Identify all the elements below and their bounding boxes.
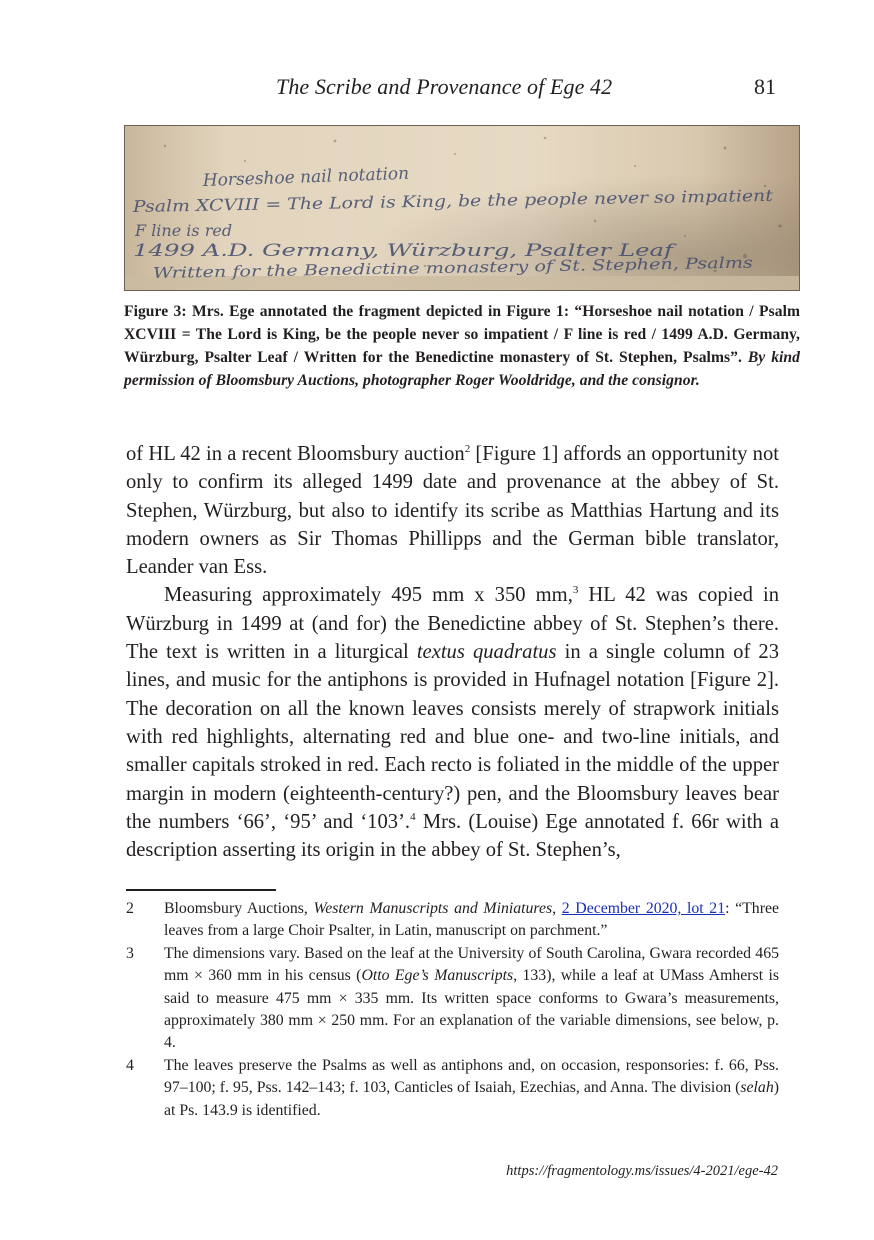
paragraph-1-text-b: [Figure 1] affords an opportunity not only to confirm its alleged 1499 date and provenance at the abbey of St. Stephen, Würzburg, but also to identify its scribe as Matthias Hartung and its modern owners as Sir Thomas Phillipps and the German bible translator, Leander van Ess. [126,443,779,579]
handwritten-line-3: F line is red [135,221,233,240]
paragraph-2 [126,581,779,864]
footnotes [126,898,779,1122]
footnote-number: 2 [126,900,134,917]
caption-text: Figure 3: Mrs. Ege annotated the fragment depicted in Figure 1: “Horseshoe nail notation / Psalm XCVIII = The Lord is King, be the people never so impatient / F line is red / 1499 A.D. Germany, Würzburg, Psalter Leaf / Written for the Benedictine monastery of St. Stephen, Psalms”. [124,303,800,366]
footnote-text: The leaves preserve the Psalms as well as antiphons and, on occasion, responsories: f. 66, Pss. 97–100; f. 95, Pss. 142–143; f. 103, Canticles of Isaiah, Ezechias, and Anna. The division ( [164,1056,779,1097]
paragraph-2-text-d: Mrs. (Louise) Ege annotated f. 66r with a description asserting its origin in the abbey of St. Stephen’s, [126,810,779,862]
body-text [126,440,779,864]
footnote-text: , [552,900,562,917]
footnote-4 [126,1055,779,1122]
figure-caption [124,300,800,392]
footnote-text: : “Three leaves from a large Choir Psalter, in Latin, manuscript on parchment.” [164,900,779,940]
caption-credit: By kind permission of Bloomsbury Auctions, photographer Roger Wooldridge, and the consignor. [124,349,801,389]
running-head [276,74,776,104]
paragraph-2-text-a: Measuring approximately 495 mm x 350 mm, [164,584,573,607]
footnote-text: , 133), while a leaf at UMass Amherst is said to measure 475 mm × 335 mm. Its written space conforms to Gwara’s measurements, approximately 380 mm × 250 mm. For an explanation of the variable dimensions, see below, p. 4. [164,967,779,1052]
footnote-italic: Otto Ege’s Manuscripts [361,967,514,985]
footnote-3 [126,943,779,1055]
footnote-number: 3 [126,944,134,962]
paragraph-1 [126,440,779,581]
paragraph-2-italic: textus quadratus [416,641,557,664]
footnote-text: Bloomsbury Auctions, [164,900,314,917]
footnote-ref-2[interactable]: 2 [464,443,471,455]
footnote-ref-4[interactable]: 4 [410,810,416,823]
handwritten-annotation-image [125,126,799,290]
footnote-divider [126,889,276,891]
footnote-text: The dimensions vary. Based on the leaf at the University of South Carolina, Gwara recorded 465 mm × 360 mm in his census ( [164,944,779,985]
handwritten-line-5: Written for the Benedictine monastery of St. Stephen, Psalms [152,255,622,282]
footnote-italic: Western Manuscripts and Miniatures [313,900,553,917]
footnote-italic: selah [740,1079,774,1097]
footnote-2 [126,898,779,943]
handwritten-line-1: Horseshoe nail notation [202,163,410,191]
footer-url[interactable]: https://fragmentology.ms/issues/4-2021/ege-42 [506,1163,778,1179]
handwritten-line-2: Psalm XCVIII = The Lord is King, be the people never so impatient [132,187,676,216]
paragraph-2-text-b: HL 42 was copied in Würzburg in 1499 at (and for) the Benedictine abbey of St. Stephen’s there. The text is written in a liturgical [126,584,779,664]
page-number: 81 [754,74,776,99]
figure-3-photo [124,125,800,291]
footnote-text: ) at Ps. 143.9 is identified. [164,1079,779,1119]
footnote-number: 4 [126,1056,134,1074]
paragraph-1-text-a: of HL 42 in a recent Bloomsbury auction [126,443,465,465]
running-title: The Scribe and Provenance of Ege 42 [276,74,613,99]
auction-lot-link[interactable]: 2 December 2020, lot 21 [561,900,726,917]
handwritten-line-4: 1499 A.D. Germany, Würzburg, Psalter Leaf [133,241,677,261]
footnote-ref-3[interactable]: 3 [572,584,579,597]
paragraph-2-text-c: in a single column of 23 lines, and music for the antiphons is provided in Hufnagel notation [Figure 2]. The decoration on all the known leaves consists merely of strapwork initials with red highlights, alternating red and blue one- and two-line initials, and smaller capitals stroked in red. Each recto is foliated in the middle of the upper margin in modern (eighteenth-century?) pen, and the Bloomsbury leaves bear the numbers ‘66’, ‘95’ and ‘103’. [126,641,779,833]
